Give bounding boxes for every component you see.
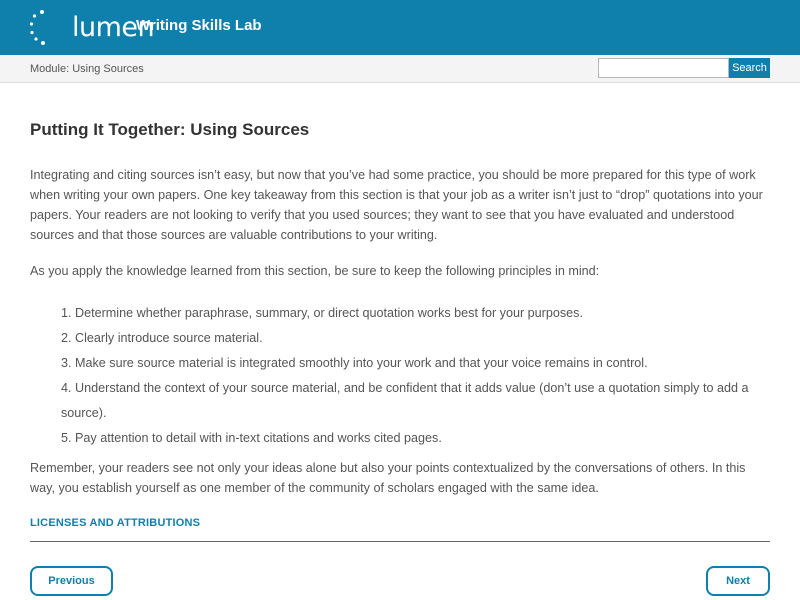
lumen-sparkle-icon [28, 8, 68, 48]
module-bar [0, 55, 800, 83]
next-button[interactable]: Next [706, 566, 770, 596]
main-content [30, 120, 770, 498]
top-header-bar [0, 0, 800, 55]
search-input[interactable] [598, 58, 729, 78]
list-item: 1. Determine whether paraphrase, summary, or direct quotation works best for your purposes. [61, 306, 583, 320]
principles-list [30, 301, 770, 451]
list-item: 4. Understand the context of your source material, and be confident that it adds value (don’t use a quotation simply to add a source). [61, 381, 749, 420]
divider [30, 541, 770, 542]
intro-paragraph: Integrating and citing sources isn’t easy, but now that you’ve had some practice, you should be more prepared for this type of work when writing your own papers. One key takeaway from this section is that your job as a writer isn’t just to “drop” quotations into your papers. Your readers are not looking to verify that you used sources; they want to see that you have evaluated and understood sources and that those sources are valuable contributions to your writing. [30, 168, 763, 242]
list-item: 2. Clearly introduce source material. [61, 331, 263, 345]
conclusion-paragraph: Remember, your readers see not only your ideas alone but also your points contextualized by the conversations of others. In this way, you establish yourself as one member of the community of scholars engaged with the same idea. [30, 461, 746, 495]
search-button[interactable]: Search [729, 58, 770, 78]
lead-paragraph: As you apply the knowledge learned from this section, be sure to keep the following principles in mind: [30, 264, 600, 278]
list-item: 5. Pay attention to detail with in-text citations and works cited pages. [61, 431, 442, 445]
module-breadcrumb[interactable]: Module: Using Sources [30, 63, 144, 75]
licenses-attributions-toggle[interactable]: LICENSES AND ATTRIBUTIONS [30, 517, 201, 529]
previous-button[interactable]: Previous [30, 566, 113, 596]
lumen-logo[interactable] [28, 8, 155, 48]
site-title[interactable]: Writing Skills Lab [136, 17, 262, 34]
page-title: Putting It Together: Using Sources [30, 120, 310, 139]
list-item: 3. Make sure source material is integrated smoothly into your work and that your voice remains in control. [61, 356, 648, 370]
logo-wordmark: lumen [72, 12, 155, 43]
